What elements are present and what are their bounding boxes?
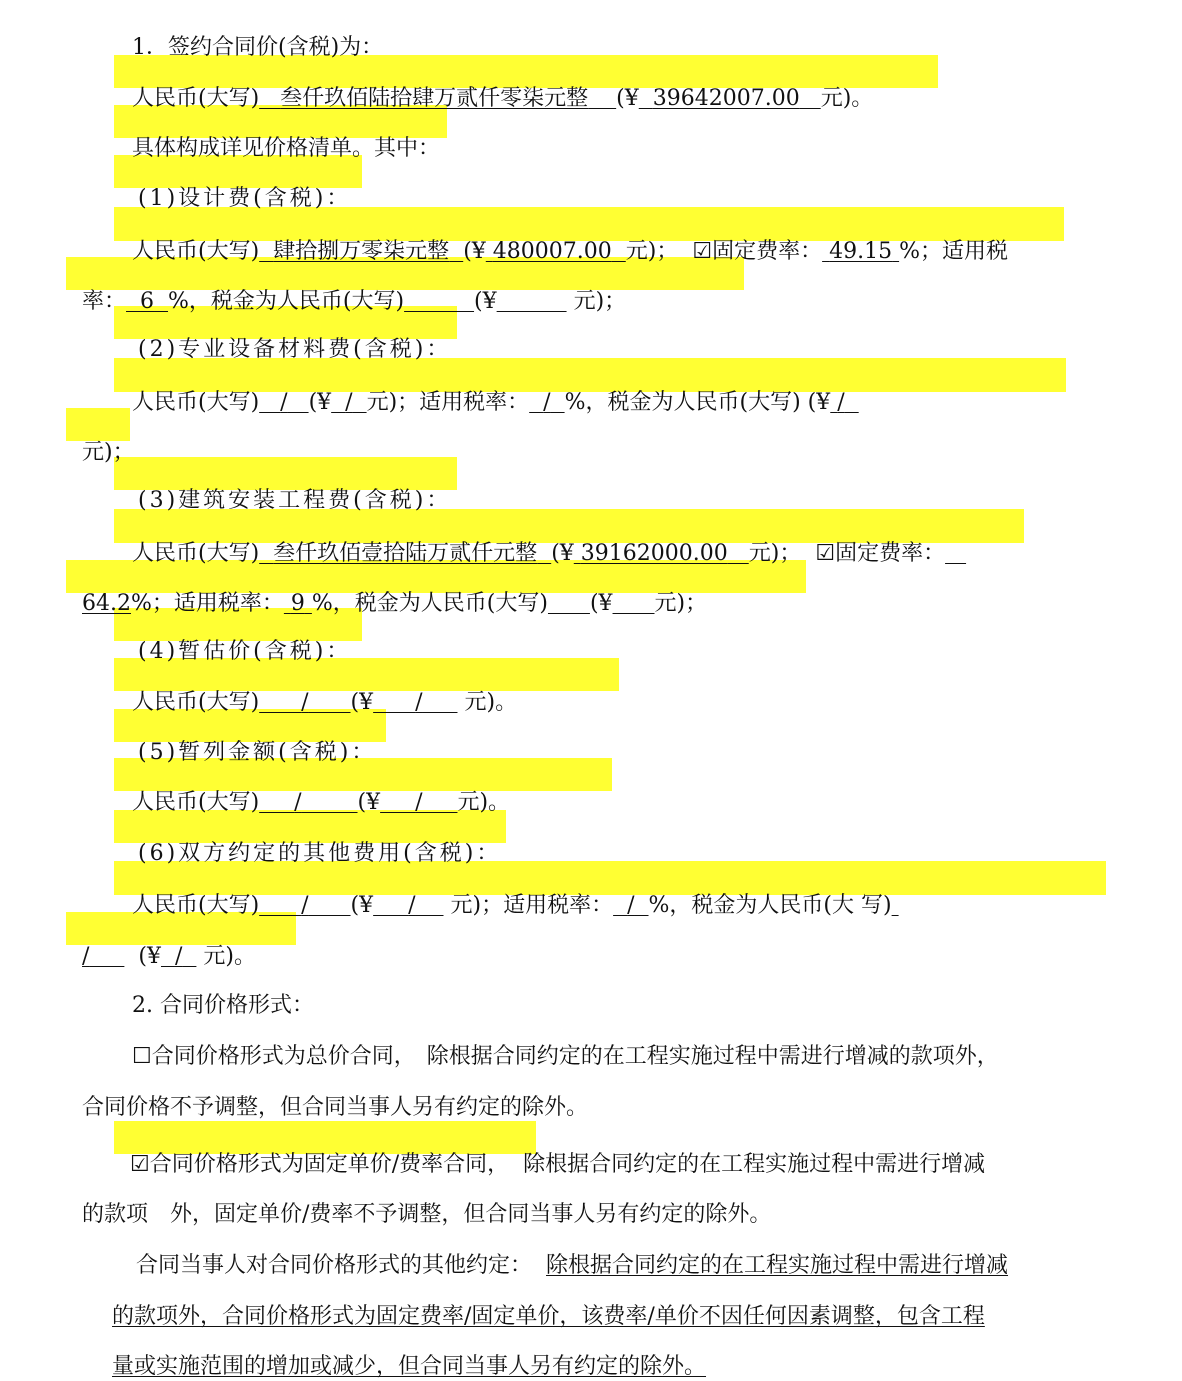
section-2-heading [118, 964, 314, 1018]
design-fixed-rate: 49.15 [829, 239, 893, 264]
provisional-suffix: 元)。 [464, 690, 518, 715]
option2-rest: 除根据合同约定的在工程实施过程中需进行增减 [523, 1152, 986, 1177]
other-agreement-line3 [98, 1325, 707, 1379]
design-line1 [118, 210, 1008, 264]
equipment-yen-open: (¥ [308, 390, 332, 415]
other-agreement-text2: 的款项外，合同价格形式为固定费率/固定单价，该费率/单价不因任何因素调整，包含工程 [112, 1304, 985, 1329]
construction-tax-rate: 9 [290, 591, 305, 616]
contingency-words: / [294, 790, 302, 815]
other-tax-rate: / [627, 893, 635, 918]
total-yen-open: (¥ [616, 86, 639, 111]
equipment-tax-amount: / [837, 390, 845, 415]
section-1-heading-text: 1．签约合同价(含税)为： [132, 35, 384, 60]
other-agreement-label: 合同当事人对合同价格形式的其他约定： [136, 1253, 533, 1278]
option2-line2 [68, 1173, 772, 1227]
design-after-amount: 元)； [625, 239, 679, 264]
provisional-amount: / [415, 690, 423, 715]
construction-heading [118, 459, 452, 513]
other-tax-words-blank [892, 893, 899, 918]
construction-tax-label: %；适用税率： [130, 591, 284, 616]
other-prefix: 人民币(大写) [132, 893, 260, 918]
equipment-tax-text: %，税金为人民币(大写) [564, 390, 801, 415]
equipment-heading-text: (2)专业设备材料费(含税)： [138, 337, 452, 362]
construction-amount: 39162000.00 [580, 541, 728, 566]
detail-text: 具体构成详见价格清单。其中： [132, 136, 441, 161]
other-tax-words: / [82, 944, 90, 969]
design-words: 肆拾捌万零柒元整 [273, 239, 450, 264]
equipment-line1 [118, 361, 859, 415]
construction-tax-suffix: 元)； [654, 591, 708, 616]
option2-line1 [116, 1123, 986, 1177]
design-tax-amount [497, 289, 567, 314]
option2-checkbox[interactable]: ☑ [130, 1152, 150, 1177]
construction-fixed-rate-label: 固定费率： [835, 541, 946, 566]
equipment-after-amount: 元)；适用税率： [366, 390, 530, 415]
contingency-yen-open: (¥ [357, 790, 381, 815]
construction-line1 [118, 512, 966, 566]
equipment-amount: / [345, 390, 353, 415]
detail-line [118, 107, 441, 161]
design-amount: 480007.00 [492, 239, 612, 264]
design-tax-suffix: 元)； [573, 289, 627, 314]
other-agreement-text1: 除根据合同约定的在工程实施过程中需进行增减 [546, 1253, 1009, 1278]
other-tax-yen-open: (¥ [138, 944, 161, 969]
contingency-amount: / [415, 790, 423, 815]
other-yen-open: (¥ [350, 893, 374, 918]
other-amount: / [408, 893, 416, 918]
construction-fixed-rate-blank [945, 541, 966, 566]
design-tax-rate: 6 [140, 289, 155, 314]
section-2-heading-text: 2. 合同价格形式： [132, 993, 314, 1018]
construction-fixed-rate: 64.2 [82, 591, 131, 616]
construction-words: 叁仟玖佰壹拾陆万贰仟元整 [273, 541, 538, 566]
option1-checkbox[interactable]: ☐ [132, 1044, 152, 1069]
design-tax-yen-open: (¥ [474, 289, 497, 314]
other-line2 [68, 915, 256, 969]
equipment-tax-suffix: 元)； [82, 440, 135, 465]
equipment-words: / [280, 390, 288, 415]
provisional-yen-open: (¥ [350, 690, 374, 715]
other-line1 [118, 864, 899, 918]
total-suffix: 元)。 [820, 86, 874, 111]
equipment-tax-rate: / [543, 390, 551, 415]
construction-tax-amount [613, 591, 655, 616]
design-tax-text: %，税金为人民币(大写) [168, 289, 405, 314]
design-fixed-rate-label: 固定费率： [712, 239, 823, 264]
other-agreement-line1 [122, 1224, 1009, 1278]
other-tax-suffix: 元)。 [203, 944, 256, 969]
equipment-line2 [68, 411, 135, 465]
equipment-tax-yen-open: (¥ [807, 390, 831, 415]
construction-line2 [68, 562, 708, 616]
provisional-heading-text: (4)暂估价(含税)： [138, 639, 352, 664]
provisional-heading [118, 610, 352, 664]
section-1-heading [118, 6, 384, 60]
equipment-heading [118, 308, 452, 362]
total-words: 叁仟玖佰陆拾肆万贰仟零柒元整 [280, 86, 589, 111]
total-prefix: 人民币(大写) [132, 86, 260, 111]
other-tax-text: %，税金为人民币(大 写) [648, 893, 892, 918]
contingency-heading [118, 711, 377, 765]
contingency-heading-text: (5)暂列金额(含税)： [138, 740, 377, 765]
other-agreement-line2 [98, 1275, 985, 1329]
design-prefix: 人民币(大写) [132, 239, 260, 264]
construction-tax-yen-open: (¥ [589, 591, 613, 616]
contingency-suffix: 元)。 [457, 790, 511, 815]
other-after-amount: 元)；适用税率： [450, 893, 614, 918]
option1-line2 [68, 1066, 589, 1120]
contingency-line [118, 761, 511, 815]
design-heading [118, 157, 352, 211]
equipment-prefix: 人民币(大写) [132, 390, 260, 415]
provisional-prefix: 人民币(大写) [132, 690, 260, 715]
construction-tax-words [548, 591, 590, 616]
construction-prefix: 人民币(大写) [132, 541, 260, 566]
option2-highlight-text: 合同价格形式为固定单价/费率合同， [149, 1152, 510, 1177]
provisional-words: / [301, 690, 309, 715]
option1-text: 合同价格形式为总价合同， 除根据合同约定的在工程实施过程中需进行增减的款项外， [151, 1044, 999, 1069]
design-checkbox: ☑ [692, 239, 713, 264]
construction-after-amount: 元)； [748, 541, 802, 566]
other-agreement-text3: 量或实施范围的增加或减少，但合同当事人另有约定的除外。 [112, 1354, 707, 1379]
design-heading-text: (1)设计费(含税)： [138, 186, 352, 211]
other-heading [118, 812, 502, 866]
design-applicable-tax-label: %；适用税 [899, 239, 1008, 264]
total-amount: 39642007.00 [652, 86, 800, 111]
contingency-prefix: 人民币(大写) [132, 790, 260, 815]
option1-line1 [118, 1015, 999, 1069]
design-line2 [68, 260, 627, 314]
provisional-line [118, 661, 518, 715]
other-heading-text: (6)双方约定的其他费用(含税)： [138, 841, 502, 866]
construction-tax-text: %，税金为人民币(大写) [311, 591, 548, 616]
construction-yen-open: (¥ [551, 541, 574, 566]
option1-text-cont: 合同价格不予调整，但合同当事人另有约定的除外。 [82, 1095, 589, 1120]
design-tax-label: 率： [82, 289, 127, 314]
construction-checkbox: ☑ [815, 541, 836, 566]
total-line [118, 57, 874, 111]
other-words: / [301, 893, 309, 918]
option2-text-cont: 的款项 外，固定单价/费率不予调整，但合同当事人另有约定的除外。 [82, 1202, 772, 1227]
construction-heading-text: (3)建筑安装工程费(含税)： [138, 488, 452, 513]
other-tax-amount: / [174, 944, 183, 969]
design-yen-open: (¥ [463, 239, 486, 264]
